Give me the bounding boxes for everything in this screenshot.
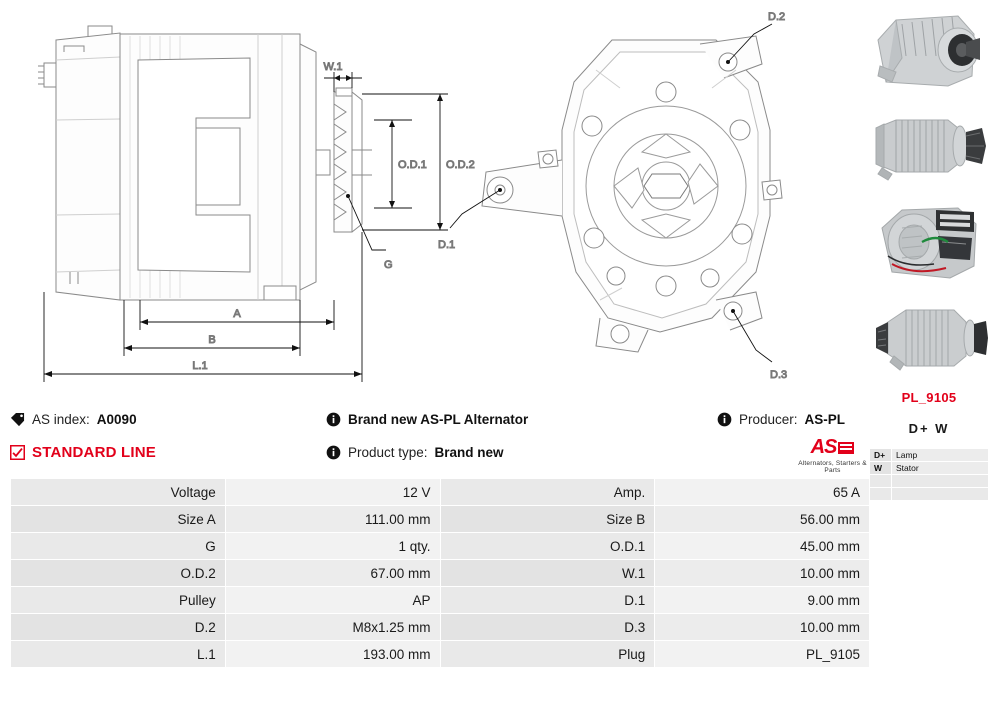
table-row [870,449,989,462]
aspl-logo-text: AS [810,436,837,458]
table-row [11,506,870,533]
aspl-logo-tagline: Alternators, Starters & Parts [798,460,867,474]
spec-label: Pulley [11,587,226,614]
spec-label: D.1 [440,587,655,614]
info-icon [717,412,732,427]
checkbox-checked-icon [10,445,25,460]
table-row [11,614,870,641]
table-row [11,479,870,506]
spec-value: 12 V [225,479,440,506]
as-index [10,412,326,427]
table-row [11,641,870,668]
table-row [11,560,870,587]
pin-name-empty [870,488,892,501]
table-row [870,462,989,475]
alternator-photo-front[interactable] [862,6,996,94]
spec-value: 111.00 mm [225,506,440,533]
spec-label: L.1 [11,641,226,668]
pin-name: W [870,462,892,475]
pin-name-empty [870,475,892,488]
spec-label: O.D.2 [11,560,226,587]
standard-line-label: STANDARD LINE [32,444,156,461]
pin-name: D+ [870,449,892,462]
producer-label: Producer: [738,412,798,427]
spec-value: 10.00 mm [655,560,870,587]
spec-value: 65 A [655,479,870,506]
spec-value: 67.00 mm [225,560,440,587]
label-d1: D.1 [438,239,456,251]
photo-rear-svg [862,198,996,286]
photo-pulley-svg [862,294,996,382]
table-row [11,533,870,560]
plug-pin-table [869,448,989,501]
spec-label: G [11,533,226,560]
photo-front-svg [862,6,996,94]
label-w1: W.1 [323,61,343,73]
product-description [326,412,708,427]
product-photo-column [862,6,996,501]
spec-label: Size B [440,506,655,533]
label-b: B [208,334,216,346]
producer [708,412,845,427]
info-icon [326,445,341,460]
pin-description: Stator [892,462,989,475]
alternator-photo-pulley[interactable] [862,294,996,382]
as-index-label: AS index: [32,412,90,427]
product-type-label: Product type: [348,445,428,460]
spec-value: 9.00 mm [655,587,870,614]
spec-value: 1 qty. [225,533,440,560]
spec-label: Plug [440,641,655,668]
spec-value: 56.00 mm [655,506,870,533]
spec-value: 193.00 mm [225,641,440,668]
technical-drawings [0,0,845,400]
spec-label: Amp. [440,479,655,506]
spec-label: D.2 [11,614,226,641]
producer-value: AS-PL [804,412,845,427]
label-od2: O.D.2 [446,159,475,171]
specifications-table [10,478,870,668]
pin-description-empty [892,488,989,501]
standard-line-badge [10,444,326,461]
label-d2: D.2 [768,11,786,23]
product-info [10,403,845,473]
label-od1: O.D.1 [398,159,427,171]
spec-value: 10.00 mm [655,614,870,641]
product-description-text: Brand new AS-PL Alternator [348,412,529,427]
photo-side-svg [862,102,996,190]
product-type-value: Brand new [434,445,504,460]
alternator-photo-rear[interactable] [862,198,996,286]
label-a: A [233,308,241,320]
drawing-svg [0,0,845,400]
as-index-value: A0090 [96,412,137,427]
plug-pin-body [870,449,989,501]
spec-label: W.1 [440,560,655,587]
table-row-empty [870,475,989,488]
label-d3: D.3 [770,369,788,381]
specifications-body [11,479,870,668]
plug-code: PL_9105 [901,390,957,405]
info-row-2 [10,436,845,469]
spec-label: Size A [11,506,226,533]
spec-value: AP [225,587,440,614]
alternator-photo-side[interactable] [862,102,996,190]
label-g: G [384,259,393,271]
aspl-logo-bar [838,442,854,454]
spec-value: PL_9105 [655,641,870,668]
spec-value: M8x1.25 mm [225,614,440,641]
spec-label: Voltage [11,479,226,506]
info-icon [326,412,341,427]
spec-label: D.3 [440,614,655,641]
label-l1: L.1 [192,360,208,372]
product-type [326,445,708,460]
pin-description-empty [892,475,989,488]
table-row [11,587,870,614]
plug-pins-line: D+ W [908,421,950,436]
pin-description: Lamp [892,449,989,462]
tag-icon [10,412,25,427]
spec-value: 45.00 mm [655,533,870,560]
spec-label: O.D.1 [440,533,655,560]
table-row-empty [870,488,989,501]
info-row-1 [10,403,845,436]
